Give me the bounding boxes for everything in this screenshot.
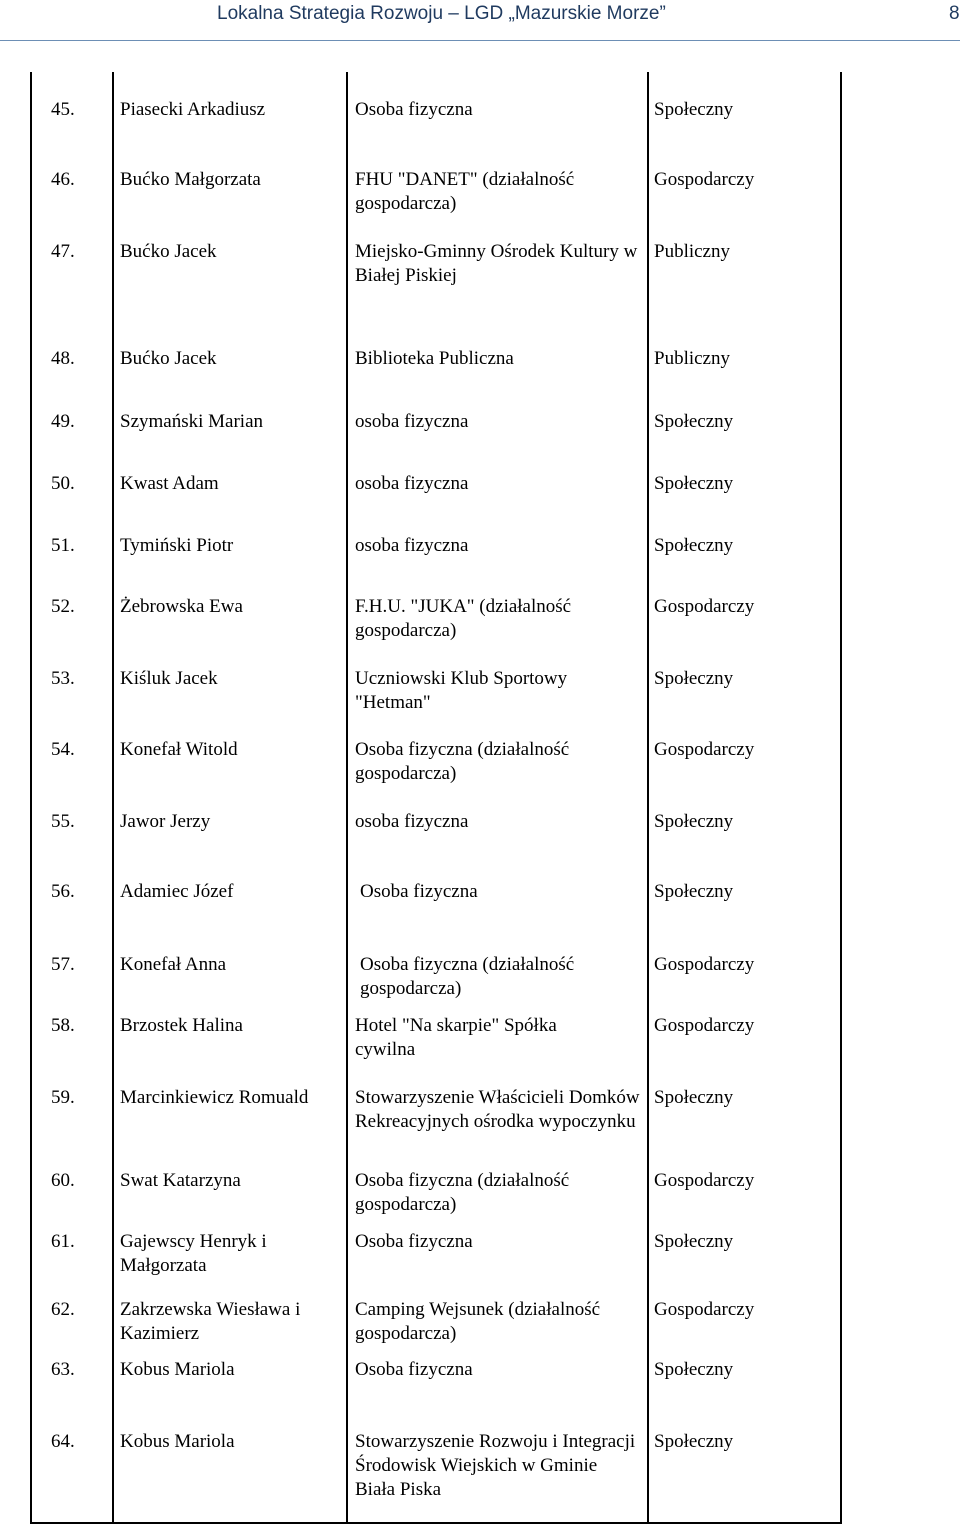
member-name: Bućko Jacek xyxy=(120,348,217,369)
member-organization: osoba fizyczna xyxy=(355,811,469,832)
row-number: 47. xyxy=(51,241,75,262)
row-number: 63. xyxy=(51,1359,75,1380)
member-organization: Osoba fizyczna (działalność gospodarcza) xyxy=(355,1170,570,1215)
member-name: Zakrzewska Wiesława i Kazimierz xyxy=(120,1299,301,1344)
row-number: 62. xyxy=(51,1299,75,1320)
member-sector: Gospodarczy xyxy=(654,954,755,975)
member-organization: Stowarzyszenie Rozwoju i Integracji Środowisk Wiejskich w Gminie Biała Piska xyxy=(355,1431,636,1500)
member-organization: F.H.U. "JUKA" (działalność gospodarcza) xyxy=(355,596,572,641)
member-organization: Osoba fizyczna xyxy=(355,1359,473,1380)
member-organization: Osoba fizyczna xyxy=(355,1231,473,1252)
row-number: 53. xyxy=(51,668,75,689)
member-organization: Biblioteka Publiczna xyxy=(355,348,514,369)
member-sector: Gospodarczy xyxy=(654,739,755,760)
member-name: Brzostek Halina xyxy=(120,1015,243,1036)
row-number: 50. xyxy=(51,473,75,494)
table-border-bottom xyxy=(30,1522,842,1524)
member-organization: Osoba fizyczna xyxy=(355,99,473,120)
header-title: Lokalna Strategia Rozwoju – LGD „Mazurskie Morze” xyxy=(217,3,666,24)
member-sector: Społeczny xyxy=(654,1087,734,1108)
member-sector: Gospodarczy xyxy=(654,1299,755,1320)
member-organization: osoba fizyczna xyxy=(355,473,469,494)
member-sector: Społeczny xyxy=(654,811,734,832)
header-divider xyxy=(0,40,960,41)
row-number: 51. xyxy=(51,535,75,556)
row-number: 58. xyxy=(51,1015,75,1036)
member-name: Piasecki Arkadiusz xyxy=(120,99,266,120)
table-border-left xyxy=(30,72,32,1524)
row-number: 57. xyxy=(51,954,75,975)
member-name: Jawor Jerzy xyxy=(120,811,211,832)
member-name: Żebrowska Ewa xyxy=(120,596,243,617)
member-sector: Społeczny xyxy=(654,881,734,902)
column-divider-2 xyxy=(346,72,348,1524)
row-number: 61. xyxy=(51,1231,75,1252)
member-sector: Społeczny xyxy=(654,535,734,556)
row-number: 64. xyxy=(51,1431,75,1452)
row-number: 54. xyxy=(51,739,75,760)
member-sector: Społeczny xyxy=(654,1431,734,1452)
member-organization: Stowarzyszenie Właścicieli Domków Rekreacyjnych ośrodka wypoczynku xyxy=(355,1087,640,1132)
member-name: Gajewscy Henryk i Małgorzata xyxy=(120,1231,267,1276)
member-sector: Społeczny xyxy=(654,668,734,689)
member-sector: Społeczny xyxy=(654,99,734,120)
member-sector: Publiczny xyxy=(654,348,730,369)
row-number: 56. xyxy=(51,881,75,902)
member-name: Kobus Mariola xyxy=(120,1431,235,1452)
member-organization: Osoba fizyczna (działalność gospodarcza) xyxy=(355,739,570,784)
member-name: Adamiec Józef xyxy=(120,881,234,902)
member-organization: Hotel "Na skarpie" Spółka cywilna xyxy=(355,1015,557,1060)
member-sector: Gospodarczy xyxy=(654,169,755,190)
member-name: Swat Katarzyna xyxy=(120,1170,241,1191)
page-header xyxy=(0,0,960,30)
member-name: Marcinkiewicz Romuald xyxy=(120,1087,309,1108)
member-name: Kwast Adam xyxy=(120,473,219,494)
member-name: Bućko Małgorzata xyxy=(120,169,261,190)
row-number: 59. xyxy=(51,1087,75,1108)
member-name: Kiśluk Jacek xyxy=(120,668,218,689)
member-sector: Społeczny xyxy=(654,473,734,494)
row-number: 48. xyxy=(51,348,75,369)
row-number: 46. xyxy=(51,169,75,190)
member-sector: Gospodarczy xyxy=(654,1015,755,1036)
member-organization: Uczniowski Klub Sportowy "Hetman" xyxy=(355,668,568,713)
row-number: 45. xyxy=(51,99,75,120)
member-sector: Społeczny xyxy=(654,1359,734,1380)
member-name: Szymański Marian xyxy=(120,411,264,432)
member-sector: Gospodarczy xyxy=(654,596,755,617)
member-organization: Miejsko-Gminny Ośrodek Kultury w Białej Piskiej xyxy=(355,241,638,286)
member-organization: Osoba fizyczna xyxy=(360,881,478,902)
member-name: Konefał Witold xyxy=(120,739,238,760)
row-number: 60. xyxy=(51,1170,75,1191)
member-sector: Publiczny xyxy=(654,241,730,262)
member-organization: Camping Wejsunek (działalność gospodarcza) xyxy=(355,1299,601,1344)
member-organization: Osoba fizyczna (działalność gospodarcza) xyxy=(360,954,575,999)
member-name: Kobus Mariola xyxy=(120,1359,235,1380)
members-table xyxy=(30,72,842,1524)
column-divider-1 xyxy=(112,72,114,1524)
table-border-right xyxy=(840,72,842,1524)
row-number: 55. xyxy=(51,811,75,832)
page-number: 8 xyxy=(949,3,960,24)
member-organization: osoba fizyczna xyxy=(355,535,469,556)
member-organization: osoba fizyczna xyxy=(355,411,469,432)
member-name: Bućko Jacek xyxy=(120,241,217,262)
member-sector: Społeczny xyxy=(654,1231,734,1252)
member-organization: FHU "DANET" (działalność gospodarcza) xyxy=(355,169,575,214)
column-divider-3 xyxy=(647,72,649,1524)
row-number: 52. xyxy=(51,596,75,617)
member-name: Konefał Anna xyxy=(120,954,227,975)
member-sector: Gospodarczy xyxy=(654,1170,755,1191)
member-sector: Społeczny xyxy=(654,411,734,432)
member-name: Tymiński Piotr xyxy=(120,535,234,556)
row-number: 49. xyxy=(51,411,75,432)
